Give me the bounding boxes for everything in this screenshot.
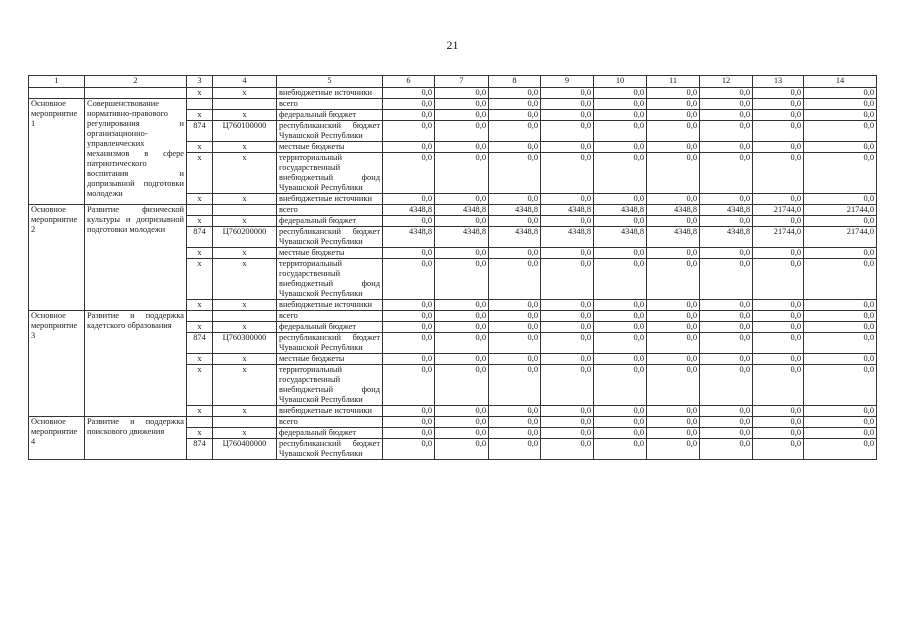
- value-cell: 0,0: [594, 354, 647, 365]
- value-cell: 4348,8: [435, 205, 489, 216]
- funding-source-cell: местные бюджеты: [277, 248, 383, 259]
- value-cell: 0,0: [594, 333, 647, 354]
- value-cell: 0,0: [804, 439, 877, 460]
- value-cell: 0,0: [647, 216, 700, 227]
- column-header: 9: [541, 76, 594, 88]
- value-cell: 4348,8: [489, 205, 541, 216]
- grbs-code-cell: 874: [187, 439, 213, 460]
- grbs-code-cell: х: [187, 88, 213, 99]
- funding-source-cell: внебюджетные источники: [277, 88, 383, 99]
- value-cell: 0,0: [541, 311, 594, 322]
- funding-source-cell: федеральный бюджет: [277, 322, 383, 333]
- value-cell: 0,0: [594, 322, 647, 333]
- value-cell: 0,0: [647, 354, 700, 365]
- value-cell: 0,0: [647, 142, 700, 153]
- table-row: [29, 99, 877, 110]
- value-cell: 0,0: [489, 99, 541, 110]
- value-cell: 0,0: [753, 365, 804, 406]
- funding-source-cell: внебюджетные источники: [277, 194, 383, 205]
- value-cell: 0,0: [383, 99, 435, 110]
- value-cell: 0,0: [753, 439, 804, 460]
- value-cell: 0,0: [700, 311, 753, 322]
- value-cell: 0,0: [489, 153, 541, 194]
- value-cell: 4348,8: [700, 205, 753, 216]
- value-cell: 0,0: [700, 333, 753, 354]
- csr-code-cell: х: [213, 406, 277, 417]
- value-cell: 0,0: [383, 153, 435, 194]
- value-cell: 0,0: [700, 216, 753, 227]
- funding-source-cell: территориальный государственный внебюджетный фонд Чувашской Республики: [277, 153, 383, 194]
- column-header: 14: [804, 76, 877, 88]
- activity-cell: Основное мероприятие 4: [29, 417, 85, 460]
- activity-name-cell: [85, 88, 187, 99]
- value-cell: 0,0: [753, 354, 804, 365]
- activity-cell: Основное мероприятие 2: [29, 205, 85, 311]
- grbs-code-cell: [187, 417, 213, 428]
- value-cell: 0,0: [753, 259, 804, 300]
- grbs-code-cell: х: [187, 354, 213, 365]
- value-cell: 0,0: [804, 194, 877, 205]
- value-cell: 0,0: [700, 354, 753, 365]
- value-cell: 0,0: [753, 88, 804, 99]
- value-cell: 0,0: [804, 259, 877, 300]
- value-cell: 0,0: [489, 259, 541, 300]
- budget-table: [28, 75, 877, 460]
- csr-code-cell: [213, 417, 277, 428]
- funding-source-cell: республиканский бюджет Чувашской Республики: [277, 439, 383, 460]
- value-cell: 0,0: [383, 417, 435, 428]
- value-cell: 0,0: [647, 194, 700, 205]
- value-cell: 0,0: [594, 142, 647, 153]
- value-cell: 0,0: [383, 300, 435, 311]
- grbs-code-cell: [187, 205, 213, 216]
- value-cell: 0,0: [435, 194, 489, 205]
- value-cell: 0,0: [383, 88, 435, 99]
- value-cell: 4348,8: [383, 205, 435, 216]
- value-cell: 0,0: [489, 248, 541, 259]
- value-cell: 0,0: [700, 153, 753, 194]
- value-cell: 0,0: [435, 121, 489, 142]
- value-cell: 0,0: [647, 300, 700, 311]
- csr-code-cell: х: [213, 365, 277, 406]
- value-cell: 0,0: [435, 248, 489, 259]
- value-cell: 0,0: [804, 311, 877, 322]
- value-cell: 0,0: [700, 142, 753, 153]
- value-cell: 0,0: [383, 110, 435, 121]
- column-header: 12: [700, 76, 753, 88]
- funding-source-cell: местные бюджеты: [277, 142, 383, 153]
- table-header-row: [29, 76, 877, 88]
- value-cell: 0,0: [489, 121, 541, 142]
- value-cell: 0,0: [383, 428, 435, 439]
- value-cell: 0,0: [435, 354, 489, 365]
- column-header: 6: [383, 76, 435, 88]
- value-cell: 0,0: [647, 259, 700, 300]
- value-cell: 0,0: [541, 300, 594, 311]
- funding-source-cell: федеральный бюджет: [277, 216, 383, 227]
- value-cell: 0,0: [647, 333, 700, 354]
- value-cell: 0,0: [804, 248, 877, 259]
- value-cell: 0,0: [753, 300, 804, 311]
- funding-source-cell: всего: [277, 417, 383, 428]
- value-cell: 0,0: [700, 417, 753, 428]
- value-cell: 0,0: [594, 121, 647, 142]
- value-cell: 4348,8: [541, 227, 594, 248]
- value-cell: 0,0: [594, 300, 647, 311]
- value-cell: 0,0: [804, 428, 877, 439]
- value-cell: 0,0: [383, 121, 435, 142]
- csr-code-cell: х: [213, 142, 277, 153]
- value-cell: 0,0: [541, 153, 594, 194]
- value-cell: 0,0: [383, 142, 435, 153]
- value-cell: 0,0: [594, 259, 647, 300]
- value-cell: 0,0: [753, 110, 804, 121]
- csr-code-cell: [213, 311, 277, 322]
- value-cell: 0,0: [804, 406, 877, 417]
- funding-source-cell: территориальный государственный внебюджетный фонд Чувашской Республики: [277, 365, 383, 406]
- value-cell: 0,0: [541, 121, 594, 142]
- value-cell: 0,0: [700, 322, 753, 333]
- value-cell: 0,0: [383, 216, 435, 227]
- grbs-code-cell: х: [187, 248, 213, 259]
- value-cell: 0,0: [700, 248, 753, 259]
- value-cell: 0,0: [647, 365, 700, 406]
- value-cell: 0,0: [700, 428, 753, 439]
- value-cell: 0,0: [700, 300, 753, 311]
- value-cell: 0,0: [541, 110, 594, 121]
- value-cell: 0,0: [489, 406, 541, 417]
- value-cell: 0,0: [804, 99, 877, 110]
- value-cell: 0,0: [435, 311, 489, 322]
- grbs-code-cell: [187, 311, 213, 322]
- activity-name-cell: Развитие и поддержка поискового движения: [85, 417, 187, 460]
- value-cell: 0,0: [647, 322, 700, 333]
- grbs-code-cell: х: [187, 428, 213, 439]
- value-cell: 0,0: [804, 110, 877, 121]
- funding-source-cell: внебюджетные источники: [277, 406, 383, 417]
- value-cell: 0,0: [647, 439, 700, 460]
- value-cell: 0,0: [383, 439, 435, 460]
- value-cell: 0,0: [541, 216, 594, 227]
- csr-code-cell: Ц760100000: [213, 121, 277, 142]
- value-cell: 21744,0: [753, 205, 804, 216]
- value-cell: 4348,8: [647, 205, 700, 216]
- column-header: 3: [187, 76, 213, 88]
- grbs-code-cell: х: [187, 194, 213, 205]
- value-cell: 0,0: [594, 311, 647, 322]
- value-cell: 0,0: [594, 439, 647, 460]
- value-cell: 0,0: [541, 439, 594, 460]
- value-cell: 0,0: [700, 365, 753, 406]
- value-cell: 0,0: [489, 354, 541, 365]
- csr-code-cell: х: [213, 428, 277, 439]
- value-cell: 0,0: [753, 428, 804, 439]
- funding-source-cell: всего: [277, 205, 383, 216]
- column-header: 4: [213, 76, 277, 88]
- value-cell: 0,0: [383, 354, 435, 365]
- table-row: [29, 205, 877, 216]
- table-row: [29, 311, 877, 322]
- csr-code-cell: Ц760400000: [213, 439, 277, 460]
- value-cell: 4348,8: [700, 227, 753, 248]
- activity-name-cell: Совершенствование нормативно-правового регулирования и организационно-управленческих механизмов в сфере патриотического воспитания и допризывной подготовки молодежи: [85, 99, 187, 205]
- grbs-code-cell: 874: [187, 333, 213, 354]
- value-cell: 0,0: [647, 428, 700, 439]
- value-cell: 0,0: [489, 417, 541, 428]
- value-cell: 0,0: [647, 406, 700, 417]
- value-cell: 0,0: [647, 248, 700, 259]
- value-cell: 0,0: [804, 142, 877, 153]
- column-header: 8: [489, 76, 541, 88]
- value-cell: 0,0: [804, 153, 877, 194]
- activity-name-cell: Развитие физической культуры и допризывной подготовки молодежи: [85, 205, 187, 311]
- table-body: [29, 88, 877, 460]
- value-cell: 0,0: [647, 417, 700, 428]
- value-cell: 0,0: [700, 121, 753, 142]
- csr-code-cell: х: [213, 300, 277, 311]
- value-cell: 4348,8: [541, 205, 594, 216]
- column-header: 1: [29, 76, 85, 88]
- value-cell: 0,0: [435, 439, 489, 460]
- value-cell: 0,0: [753, 142, 804, 153]
- value-cell: 0,0: [647, 311, 700, 322]
- value-cell: 0,0: [804, 216, 877, 227]
- value-cell: 0,0: [541, 248, 594, 259]
- value-cell: 0,0: [594, 417, 647, 428]
- csr-code-cell: х: [213, 110, 277, 121]
- value-cell: 0,0: [804, 88, 877, 99]
- value-cell: 0,0: [594, 248, 647, 259]
- value-cell: 0,0: [594, 406, 647, 417]
- activity-name-cell: Развитие и поддержка кадетского образования: [85, 311, 187, 417]
- value-cell: 21744,0: [804, 205, 877, 216]
- value-cell: 0,0: [435, 216, 489, 227]
- value-cell: 21744,0: [753, 227, 804, 248]
- value-cell: 0,0: [541, 428, 594, 439]
- value-cell: 0,0: [541, 406, 594, 417]
- csr-code-cell: х: [213, 153, 277, 194]
- value-cell: 0,0: [804, 354, 877, 365]
- grbs-code-cell: х: [187, 300, 213, 311]
- column-header: 2: [85, 76, 187, 88]
- grbs-code-cell: 874: [187, 227, 213, 248]
- csr-code-cell: Ц760200000: [213, 227, 277, 248]
- value-cell: 0,0: [541, 354, 594, 365]
- value-cell: 0,0: [594, 153, 647, 194]
- value-cell: 0,0: [489, 333, 541, 354]
- value-cell: 0,0: [753, 417, 804, 428]
- grbs-code-cell: х: [187, 259, 213, 300]
- value-cell: 0,0: [435, 300, 489, 311]
- value-cell: 0,0: [753, 216, 804, 227]
- value-cell: 0,0: [753, 311, 804, 322]
- value-cell: 0,0: [489, 300, 541, 311]
- csr-code-cell: х: [213, 248, 277, 259]
- value-cell: 0,0: [804, 121, 877, 142]
- value-cell: 0,0: [435, 417, 489, 428]
- value-cell: 0,0: [647, 99, 700, 110]
- table-row: [29, 417, 877, 428]
- value-cell: 0,0: [594, 365, 647, 406]
- value-cell: 0,0: [435, 88, 489, 99]
- value-cell: 4348,8: [383, 227, 435, 248]
- column-header: 11: [647, 76, 700, 88]
- value-cell: 0,0: [435, 406, 489, 417]
- value-cell: 0,0: [383, 365, 435, 406]
- value-cell: 0,0: [489, 365, 541, 406]
- value-cell: 0,0: [541, 142, 594, 153]
- value-cell: 0,0: [435, 99, 489, 110]
- value-cell: 0,0: [647, 88, 700, 99]
- column-header: 13: [753, 76, 804, 88]
- value-cell: 0,0: [804, 300, 877, 311]
- value-cell: 0,0: [594, 110, 647, 121]
- funding-source-cell: республиканский бюджет Чувашской Республики: [277, 227, 383, 248]
- funding-source-cell: местные бюджеты: [277, 354, 383, 365]
- grbs-code-cell: х: [187, 322, 213, 333]
- page-number: 21: [446, 38, 459, 52]
- value-cell: 0,0: [700, 110, 753, 121]
- funding-source-cell: всего: [277, 311, 383, 322]
- value-cell: 0,0: [647, 121, 700, 142]
- value-cell: 0,0: [594, 216, 647, 227]
- value-cell: 0,0: [541, 194, 594, 205]
- value-cell: 4348,8: [435, 227, 489, 248]
- grbs-code-cell: [187, 99, 213, 110]
- value-cell: 0,0: [435, 322, 489, 333]
- value-cell: 0,0: [541, 322, 594, 333]
- value-cell: 0,0: [435, 428, 489, 439]
- value-cell: 0,0: [700, 88, 753, 99]
- table-row: [29, 88, 877, 99]
- value-cell: 0,0: [753, 322, 804, 333]
- funding-source-cell: всего: [277, 99, 383, 110]
- value-cell: 0,0: [753, 99, 804, 110]
- csr-code-cell: х: [213, 354, 277, 365]
- value-cell: 0,0: [383, 194, 435, 205]
- value-cell: 4348,8: [594, 227, 647, 248]
- value-cell: 0,0: [647, 110, 700, 121]
- value-cell: 0,0: [383, 259, 435, 300]
- value-cell: 0,0: [435, 259, 489, 300]
- value-cell: 0,0: [804, 322, 877, 333]
- value-cell: 0,0: [383, 311, 435, 322]
- activity-cell: Основное мероприятие 3: [29, 311, 85, 417]
- column-header: 5: [277, 76, 383, 88]
- csr-code-cell: х: [213, 194, 277, 205]
- value-cell: 0,0: [435, 365, 489, 406]
- value-cell: 0,0: [541, 99, 594, 110]
- value-cell: 0,0: [700, 259, 753, 300]
- value-cell: 0,0: [435, 333, 489, 354]
- value-cell: 0,0: [753, 153, 804, 194]
- grbs-code-cell: х: [187, 153, 213, 194]
- funding-source-cell: внебюджетные источники: [277, 300, 383, 311]
- value-cell: 0,0: [383, 333, 435, 354]
- funding-source-cell: федеральный бюджет: [277, 428, 383, 439]
- csr-code-cell: [213, 205, 277, 216]
- value-cell: 0,0: [594, 428, 647, 439]
- value-cell: 0,0: [489, 216, 541, 227]
- value-cell: 0,0: [489, 439, 541, 460]
- value-cell: 0,0: [804, 417, 877, 428]
- funding-source-cell: территориальный государственный внебюджетный фонд Чувашской Республики: [277, 259, 383, 300]
- csr-code-cell: Ц760300000: [213, 333, 277, 354]
- column-header: 10: [594, 76, 647, 88]
- value-cell: 0,0: [541, 365, 594, 406]
- value-cell: 0,0: [753, 121, 804, 142]
- value-cell: 0,0: [489, 142, 541, 153]
- grbs-code-cell: х: [187, 142, 213, 153]
- value-cell: 0,0: [700, 99, 753, 110]
- value-cell: 0,0: [541, 417, 594, 428]
- value-cell: 0,0: [489, 428, 541, 439]
- value-cell: 0,0: [383, 322, 435, 333]
- value-cell: 0,0: [489, 88, 541, 99]
- value-cell: 0,0: [489, 322, 541, 333]
- csr-code-cell: х: [213, 216, 277, 227]
- value-cell: 4348,8: [647, 227, 700, 248]
- value-cell: 0,0: [594, 194, 647, 205]
- value-cell: 0,0: [383, 406, 435, 417]
- value-cell: 0,0: [541, 88, 594, 99]
- value-cell: 0,0: [647, 153, 700, 194]
- csr-code-cell: х: [213, 322, 277, 333]
- value-cell: 0,0: [753, 248, 804, 259]
- value-cell: 0,0: [753, 406, 804, 417]
- activity-cell: Основное мероприятие 1: [29, 99, 85, 205]
- value-cell: 0,0: [435, 142, 489, 153]
- value-cell: 0,0: [383, 248, 435, 259]
- value-cell: 0,0: [435, 153, 489, 194]
- funding-source-cell: республиканский бюджет Чувашской Республики: [277, 333, 383, 354]
- value-cell: 0,0: [489, 110, 541, 121]
- grbs-code-cell: х: [187, 406, 213, 417]
- value-cell: 0,0: [700, 406, 753, 417]
- grbs-code-cell: х: [187, 216, 213, 227]
- value-cell: 0,0: [489, 311, 541, 322]
- csr-code-cell: [213, 99, 277, 110]
- activity-cell: [29, 88, 85, 99]
- value-cell: 0,0: [489, 194, 541, 205]
- value-cell: 4348,8: [594, 205, 647, 216]
- column-header: 7: [435, 76, 489, 88]
- grbs-code-cell: х: [187, 365, 213, 406]
- value-cell: 0,0: [753, 333, 804, 354]
- value-cell: 0,0: [804, 365, 877, 406]
- csr-code-cell: х: [213, 259, 277, 300]
- value-cell: 0,0: [541, 259, 594, 300]
- grbs-code-cell: 874: [187, 121, 213, 142]
- funding-source-cell: республиканский бюджет Чувашской Республики: [277, 121, 383, 142]
- grbs-code-cell: х: [187, 110, 213, 121]
- value-cell: 0,0: [541, 333, 594, 354]
- value-cell: 0,0: [804, 333, 877, 354]
- value-cell: 21744,0: [804, 227, 877, 248]
- value-cell: 0,0: [753, 194, 804, 205]
- value-cell: 0,0: [700, 194, 753, 205]
- value-cell: 0,0: [435, 110, 489, 121]
- csr-code-cell: х: [213, 88, 277, 99]
- value-cell: 0,0: [700, 439, 753, 460]
- value-cell: 0,0: [594, 99, 647, 110]
- value-cell: 4348,8: [489, 227, 541, 248]
- value-cell: 0,0: [594, 88, 647, 99]
- funding-source-cell: федеральный бюджет: [277, 110, 383, 121]
